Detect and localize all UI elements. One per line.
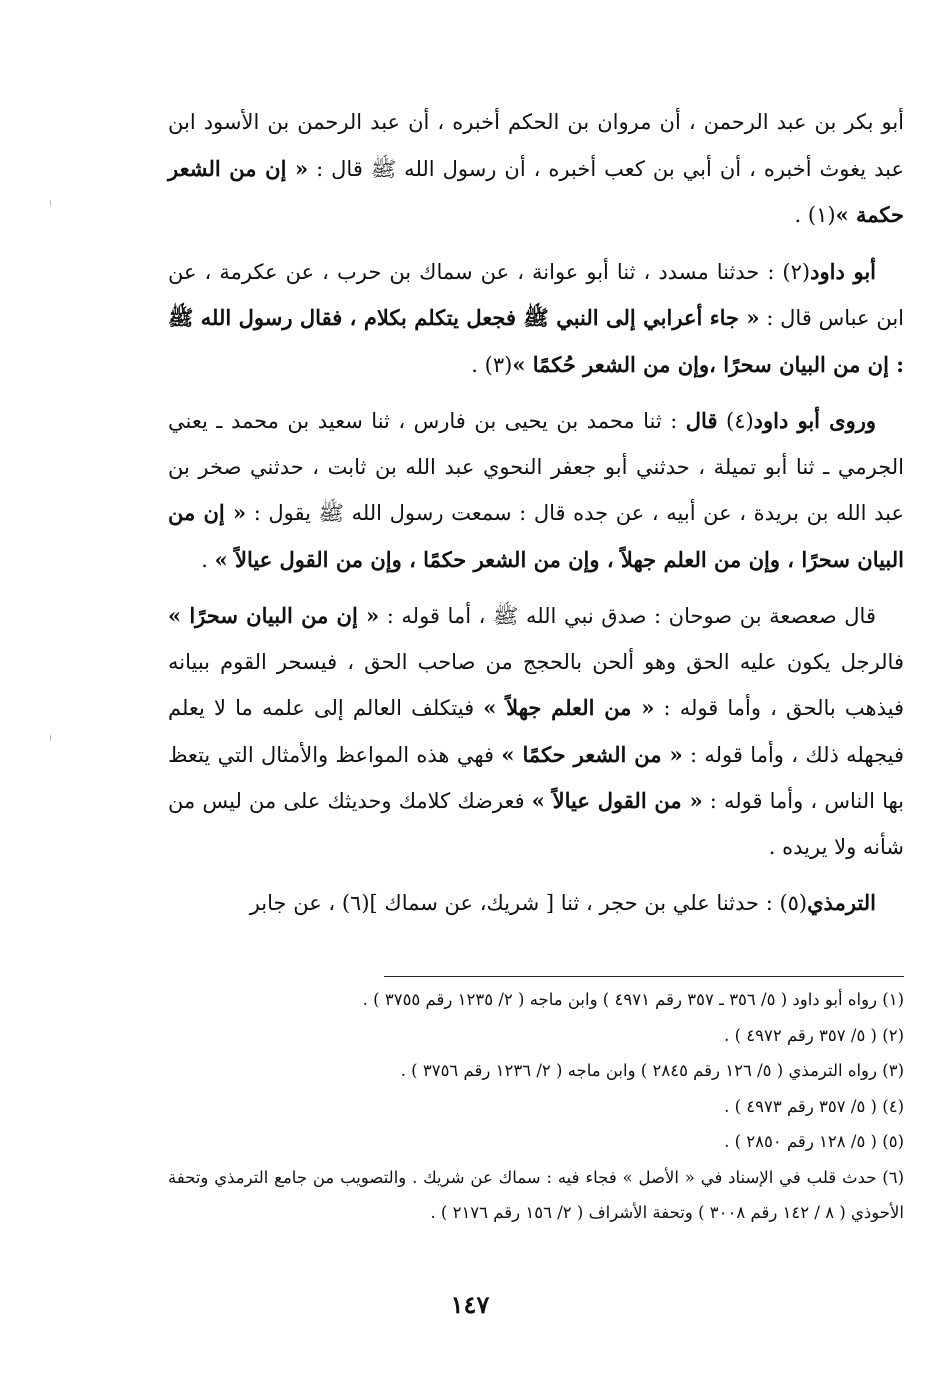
emphasized-text: « إن من البيان سحرًا » xyxy=(168,603,380,628)
footnote-3: (٣) رواه الترمذي ( ٥/ ١٢٦ رقم ٢٨٤٥ ) وابن ماجه ( ٢/ ١٢٣٦ رقم ٣٧٥٦ ) . xyxy=(400,1061,904,1080)
margin-mark xyxy=(50,200,51,206)
body-text: (٤) xyxy=(717,409,754,433)
body-text: (٢) : حدثنا مسدد ، ثنا أبو عوانة ، عن سماك بن حرب ، عن عكرمة ، عن ابن عباس قال : xyxy=(168,259,904,330)
emphasized-text: قال xyxy=(685,408,718,433)
footnote-1: (١) رواه أبو داود ( ٥/ ٣٥٦ ـ ٣٥٧ رقم ٤٩٧١ ) وابن ماجه ( ٢/ ١٢٣٥ رقم ٣٧٥٥ ) . xyxy=(362,990,904,1009)
emphasized-text: أبو داود xyxy=(810,258,876,284)
body-text: فعرضك كلامك وحديثك على من ليس من شأنه ولا يريده . xyxy=(168,789,904,859)
body-text: (١) . xyxy=(794,203,836,227)
footnote-5: (٥) ( ٥/ ١٢٨ رقم ٢٨٥٠ ) . xyxy=(724,1132,904,1151)
body-text: فيتكلف العالم إلى علمه ما لا يعلم فيجهله ذلك ، وأما قوله : xyxy=(168,696,904,767)
emphasized-text: « إن من الشعر حكمة » xyxy=(168,155,904,227)
body-text: (٣) . xyxy=(471,352,513,377)
emphasized-text: « من العلم جهلاً » xyxy=(483,695,655,720)
page-number: ١٤٧ xyxy=(450,1290,490,1319)
emphasized-text: الترمذي xyxy=(807,890,876,915)
footnote-6: (٦) حدث قلب في الإسناد في « الأصل » فجاء فيه : سماك عن شريك . والتصويب من جامع الترمذي وتحفة الأحوذي ( ٨ / ١٤٢ رقم ٣٠٠٨ ) وتحفة الأشراف ( ٢/ ١٥٦ رقم ٢١٧٦ ) . xyxy=(168,1167,904,1222)
paragraph-5 xyxy=(168,880,904,927)
emphasized-text: « إن من البيان سحرًا ، وإن من العلم جهلاً ، وإن من الشعر حكمًا ، وإن من القول عيالاً » xyxy=(168,500,904,572)
emphasized-text: « جاء أعرابي إلى النبي ﷺ فجعل يتكلم بكلام ، فقال رسول الله ﷺ : إن من البيان سحرًا ،وإن من الشعر حُكمًا » xyxy=(168,305,904,377)
emphasized-text: « من الشعر حكمًا » xyxy=(501,741,683,767)
body-text: (٦) ، عن جابر xyxy=(249,891,370,915)
paragraph-3 xyxy=(168,398,904,583)
footnote-divider xyxy=(384,976,904,977)
body-text: قال صعصعة بن صوحان : صدق نبي الله ﷺ ، أما قوله : xyxy=(379,604,876,628)
margin-mark xyxy=(50,735,51,741)
body-text: (٥) : حدثنا علي بن حجر ، ثنا [ شريك، عن سماك ] xyxy=(369,891,808,915)
footnote-2: (٢) ( ٥/ ٣٥٧ رقم ٤٩٧٢ ) . xyxy=(724,1025,904,1045)
emphasized-text: « من القول عيالاً » xyxy=(531,788,703,813)
body-text: أبو بكر بن عبد الرحمن ، أن مروان بن الحكم أخبره ، أن عبد الرحمن بن الأسود ابن عبد يغوث أخبره ، أن أبي بن كعب أخبره ، أن رسول الله ﷺ قال : xyxy=(168,110,904,181)
footnote-4: (٤) ( ٥/ ٣٥٧ رقم ٤٩٧٣ ) . xyxy=(724,1096,904,1116)
paragraph-1 xyxy=(168,100,904,239)
body-text: . xyxy=(201,547,215,572)
emphasized-text: وروى أبو داود xyxy=(753,408,876,433)
paragraph-2 xyxy=(168,249,904,389)
paragraph-4 xyxy=(168,593,904,870)
footnotes xyxy=(168,982,904,1231)
body-text: فهي هذه المواعظ والأمثال التي يتعظ بها الناس ، وأما قوله : xyxy=(168,742,904,813)
main-text xyxy=(168,100,904,927)
body-text: فالرجل يكون عليه الحق وهو ألحن بالحجج من صاحب الحق ، فيسحر القوم ببيانه فيذهب بالحق ، وأما قوله : xyxy=(168,649,904,720)
body-text: : ثنا محمد بن يحيى بن فارس ، ثنا سعيد بن محمد ـ يعني الجرمي ـ ثنا أبو تميلة ، حدثني أبو جعفر النحوي عبد الله بن ثابت ، حدثني صخر بن عبد الله بن بريدة ، عن أبيه ، عن جده قال : سمعت رسول الله ﷺ يقول : xyxy=(168,409,904,525)
